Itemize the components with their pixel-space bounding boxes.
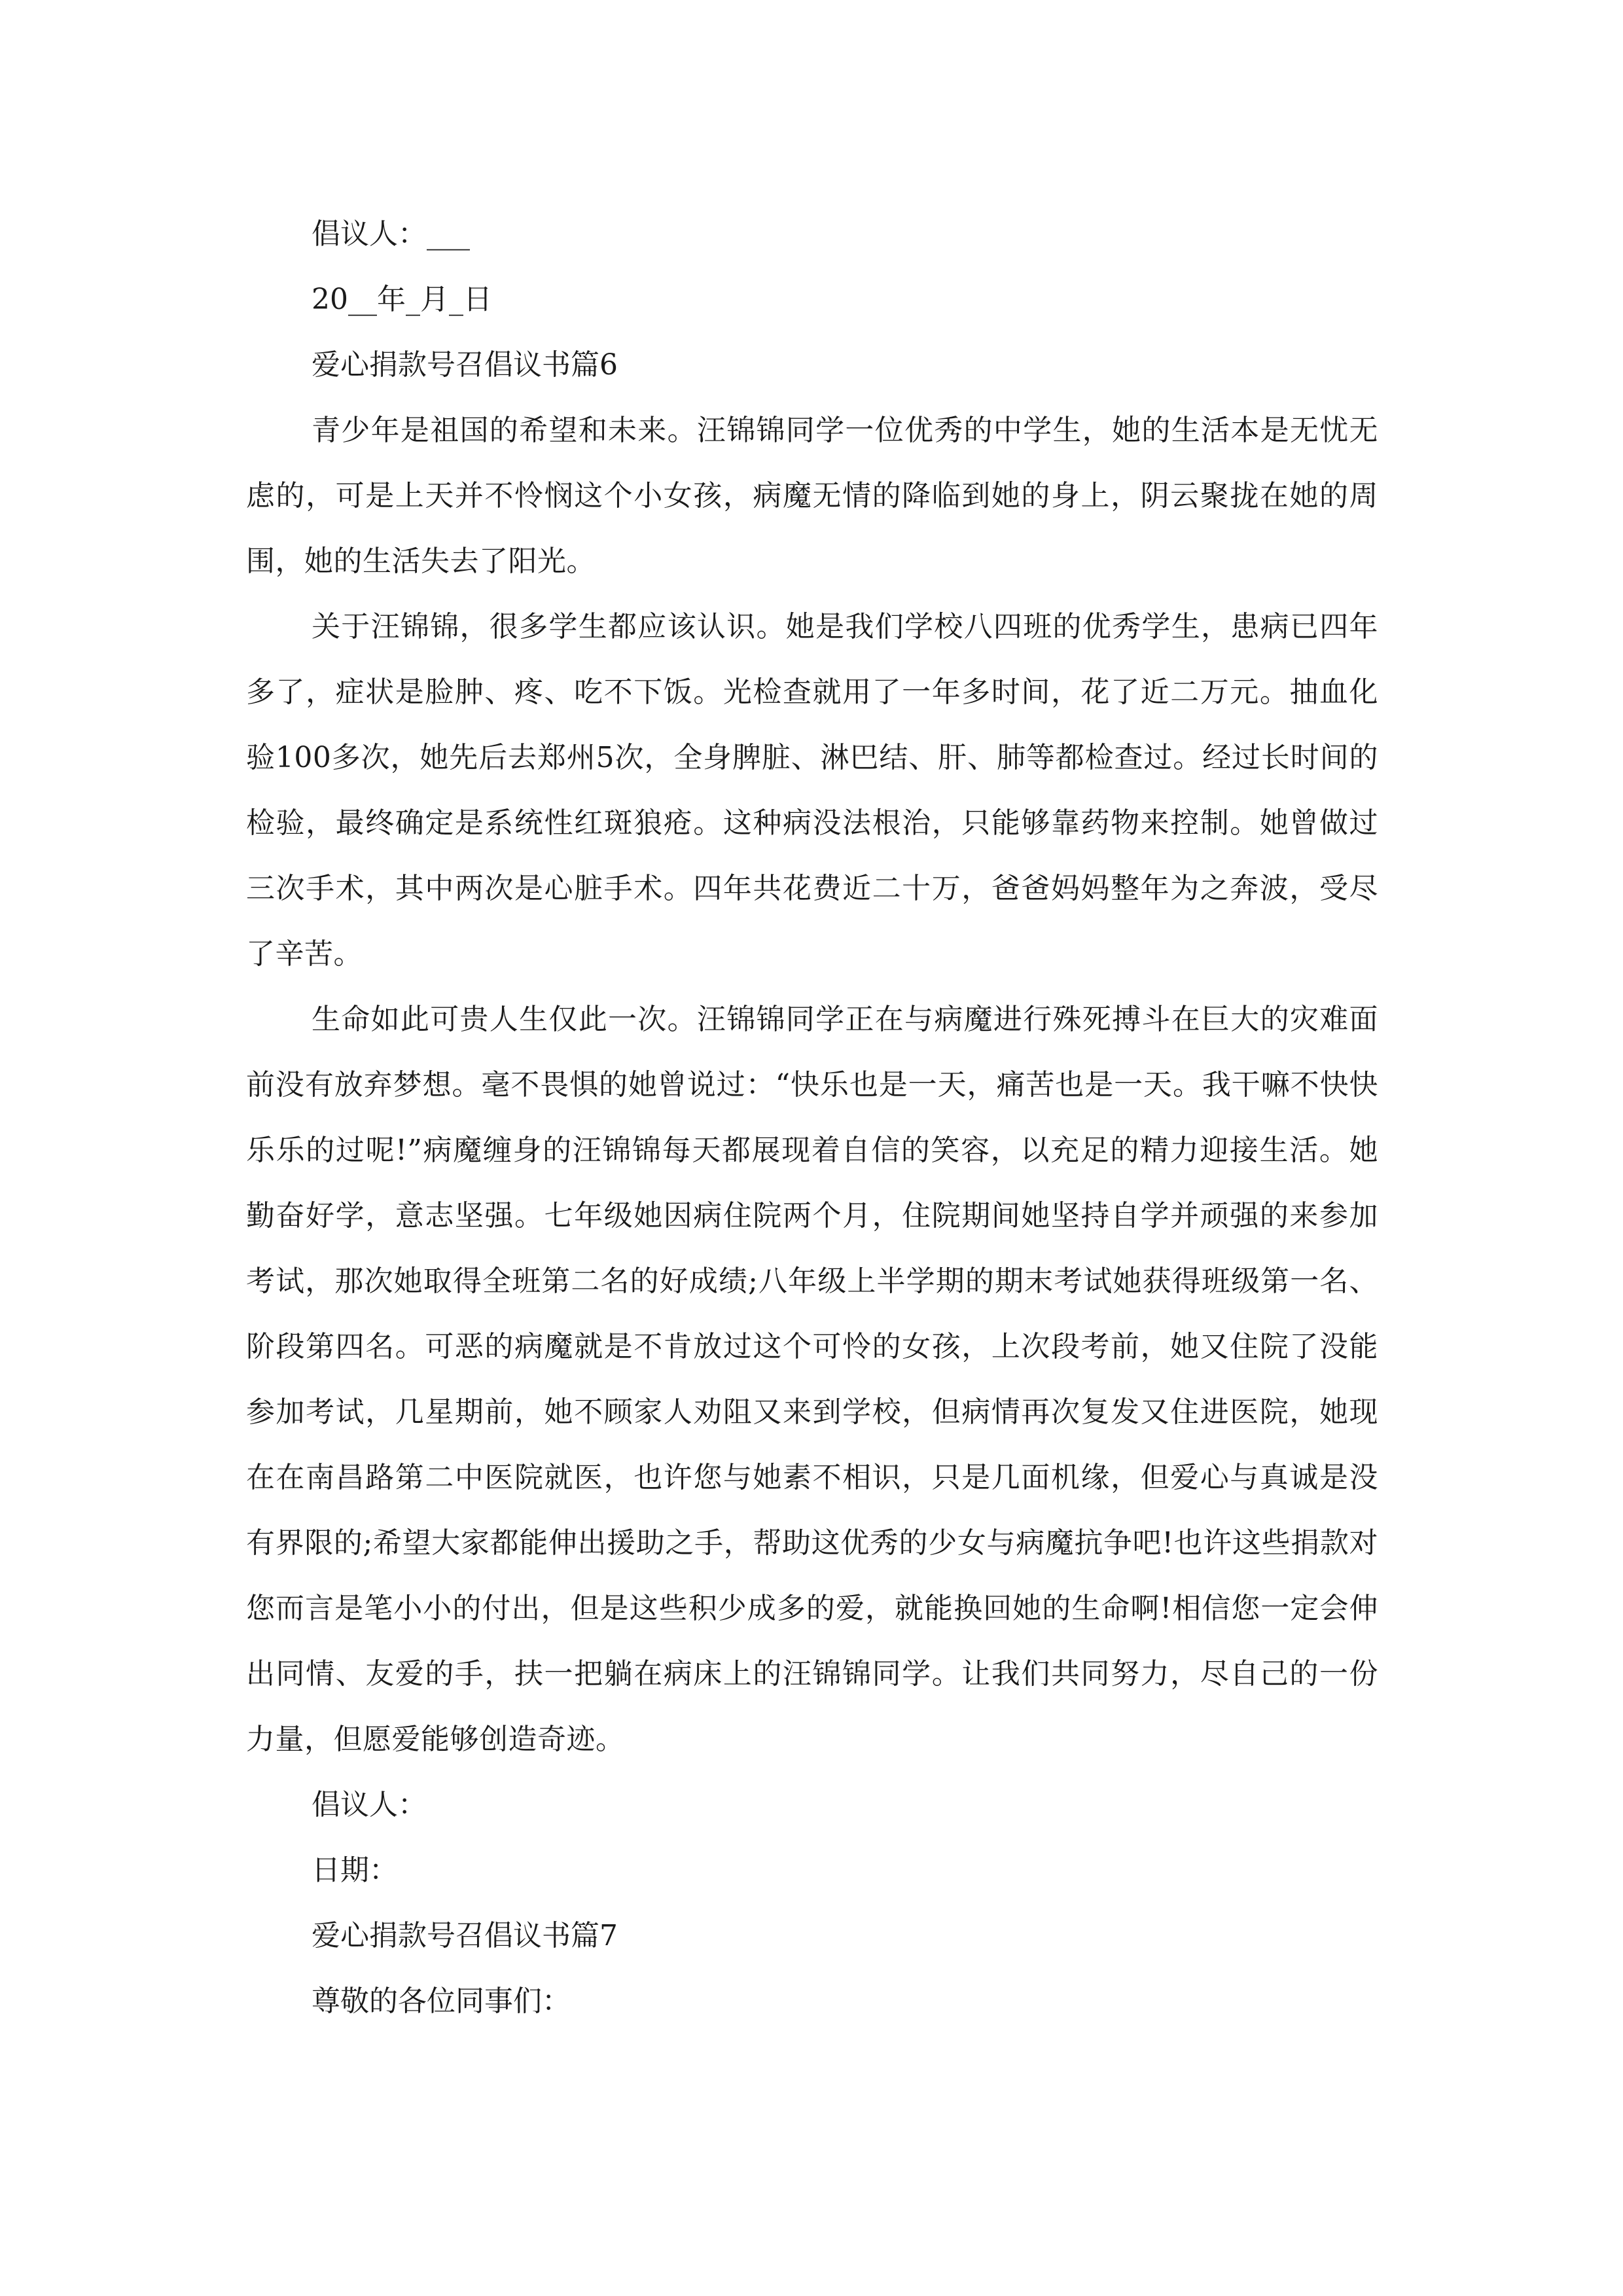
paragraph-2: 关于汪锦锦，很多学生都应该认识。她是我们学校八四班的优秀学生，患病已四年多了，症状是脸肿、疼、吃不下饭。光检查就用了一年多时间，花了近二万元。抽血化验100多次，她先后去郑州5次，全身脾脏、淋巴结、肝、肺等都检查过。经过长时间的检验，最终确定是系统性红斑狼疮。这种病没法根治，只能够靠药物来控制。她曾做过三次手术，其中两次是心脏手术。四年共花费近二十万，爸爸妈妈整年为之奔波，受尽了辛苦。 <box>246 610 1378 971</box>
paragraph-3: 生命如此可贵人生仅此一次。汪锦锦同学正在与病魔进行殊死搏斗在巨大的灾难面前没有放弃梦想。毫不畏惧的她曾说过：“快乐也是一天，痛苦也是一天。我干嘛不快快乐乐的过呢!”病魔缠身的汪锦锦每天都展现着自信的笑容，以充足的精力迎接生活。她勤奋好学，意志坚强。七年级她因病住院两个月，住院期间她坚持自学并顽强的来参加考试，那次她取得全班第二名的好成绩;八年级上半学期的期末考试她获得班级第一名、阶段第四名。可恶的病魔就是不肯放过这个可怜的女孩，上次段考前，她又住院了没能参加考试，几星期前，她不顾家人劝阻又来到学校，但病情再次复发又住进医院，她现在在南昌路第二中医院就医，也许您与她素不相识，只是几面机缘，但爱心与真诚是没有界限的;希望大家都能伸出援助之手，帮助这优秀的少女与病魔抗争吧!也许这些捐款对您而言是笔小小的付出，但是这些积少成多的爱，就能换回她的生命啊!相信您一定会伸出同情、友爱的手，扶一把躺在病床上的汪锦锦同学。让我们共同努力，尽自己的一份力量，但愿爱能够创造奇迹。 <box>246 1003 1378 1756</box>
initiator-line: 倡议人： <box>312 1788 427 1821</box>
date-line-top: 20__年_月_日 <box>312 283 492 316</box>
paragraph-1: 青少年是祖国的希望和未来。汪锦锦同学一位优秀的中学生，她的生活本是无忧无虑的，可是上天并不怜悯这个小女孩，病魔无情的降临到她的身上，阴云聚拢在她的周围，她的生活失去了阳光。 <box>246 414 1378 578</box>
document-body <box>246 202 1378 2034</box>
initiator-line-top: 倡议人：___ <box>312 217 470 251</box>
section-heading-7: 爱心捐款号召倡议书篇7 <box>312 1919 618 1952</box>
section-heading-6: 爱心捐款号召倡议书篇6 <box>312 348 618 382</box>
salutation-line: 尊敬的各位同事们： <box>312 1984 571 2018</box>
date-line: 日期： <box>312 1854 398 1887</box>
